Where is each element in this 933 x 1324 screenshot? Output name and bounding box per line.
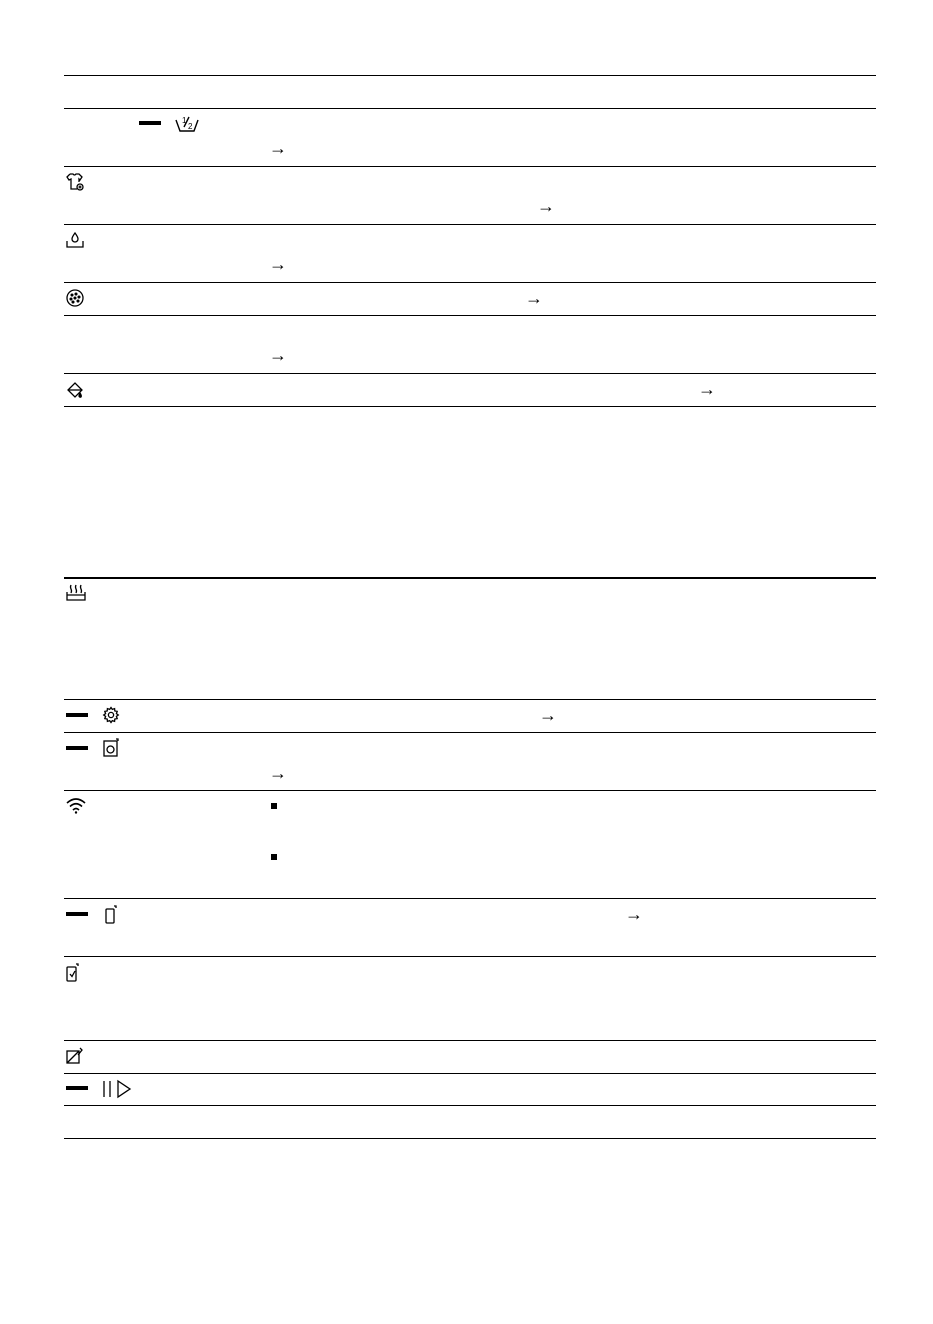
arrow-icon: → [269,763,287,783]
table-rule-bottom [64,1138,876,1139]
table-rule-bottom [64,406,876,407]
extra-water-icon [65,230,85,250]
dash-mark [66,912,88,916]
arrow-icon: → [269,138,287,158]
gear-icon [102,706,120,724]
table-rule [64,956,876,957]
table-rule [64,373,876,374]
edit-off-icon [65,1046,85,1066]
arrow-icon: → [539,705,557,725]
table-rule [64,282,876,283]
table-rule [64,898,876,899]
arrow-icon: → [269,345,287,365]
table-rule [64,166,876,167]
wifi-icon [65,797,87,815]
table-rule [64,1105,876,1106]
arrow-icon: → [625,904,643,924]
washer-door-icon [102,738,120,758]
dash-mark [66,1086,88,1090]
table-rule [64,315,876,316]
table-rule [64,732,876,733]
svg-text:2: 2 [188,122,193,131]
detergent-dosing-icon [65,380,85,400]
table-rule [64,790,876,791]
table-rule [64,108,876,109]
dash-mark [66,746,88,750]
svg-text:1: 1 [182,116,187,125]
dash-mark [139,121,161,125]
half-load-icon [174,114,200,134]
dash-mark [66,713,88,717]
drum-clean-icon [65,288,85,308]
pause-play-icon [102,1079,132,1099]
table-rule [64,1040,876,1041]
bullet-mark [271,803,277,809]
shirt-care-icon [65,172,85,192]
arrow-icon: → [698,379,716,399]
arrow-icon: → [269,254,287,274]
table2-rule-top [64,577,876,579]
table-rule [64,699,876,700]
remote-start-icon [65,963,81,983]
phone-icon [104,905,118,925]
table-rule-top [64,75,876,76]
steam-icon [65,583,87,603]
arrow-icon: → [537,196,555,216]
table-rule [64,1073,876,1074]
bullet-mark [271,854,277,860]
table-rule [64,224,876,225]
arrow-icon: → [525,288,543,308]
